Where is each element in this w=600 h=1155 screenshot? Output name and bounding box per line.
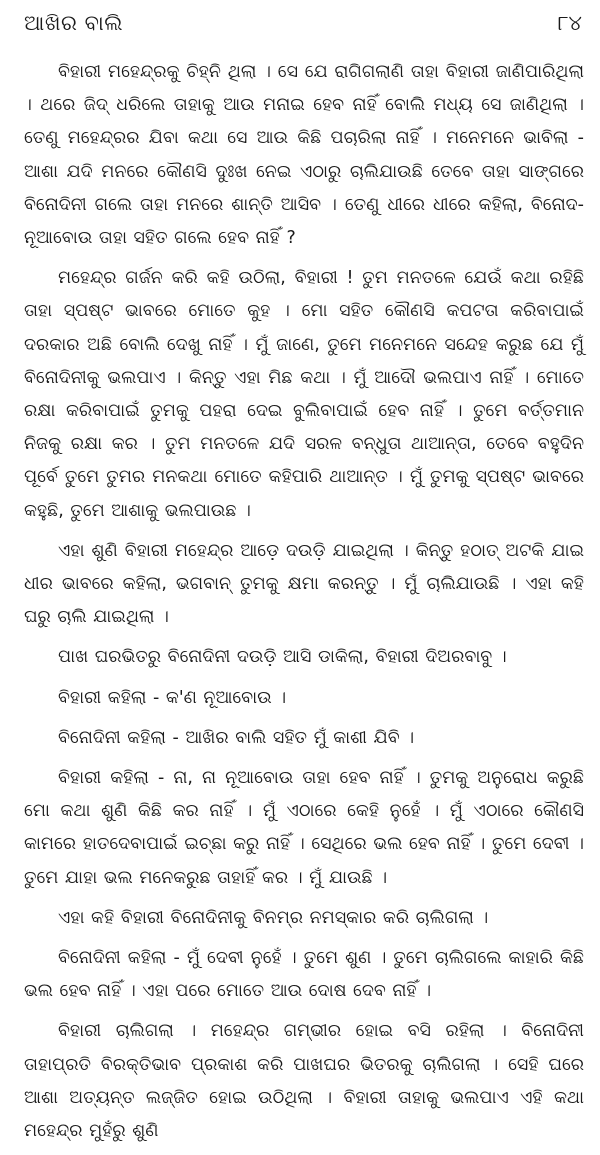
- paragraph: ପାଖ ଘରଭିତରୁ ବିନୋଦିନୀ ଦଉଡ଼ି ଆସି ଡାକିଲା, ବିହାରୀ ଦିଅରବାବୁ ।: [58, 647, 507, 668]
- paragraph: ବିହାରୀ କହିଲା - କ'ଣ ନୂଆବୋଉ ।: [58, 687, 287, 708]
- paragraph: ବିନୋଦିନୀ କହିଲା - ଆଖିର ବାଲି ସହିତ ମୁଁ କାଶୀ ଯିବି ।: [58, 727, 415, 748]
- running-header: [24, 8, 582, 38]
- body-text: [24, 56, 584, 1155]
- paragraph: ଏହା ଶୁଣି ବିହାରୀ ମହେନ୍ଦ୍ର ଆଡ଼େ ଦଉଡ଼ି ଯାଇଥିଲା । କିନ୍ତୁ ହଠାତ୍ ଅଟକି ଯାଇ ଧୀର ଭାବରେ କହିଲା, ଭଗବାନ୍ ତୁମକୁ କ୍ଷମା କରନ୍ତୁ । ମୁଁ ଚାଲିଯାଉଛି । ଏହା କହି ଘରୁ ଚାଲି ଯାଇଥିଲା ।: [24, 540, 584, 628]
- paragraph: ଏହା କହି ବିହାରୀ ବିନୋଦିନୀକୁ ବିନମ୍ର ନମସ୍କାର କରି ଚାଲିଗଲା ।: [58, 907, 489, 928]
- page-number: ୮୪: [557, 11, 582, 35]
- paragraph: ବିନୋଦିନୀ କହିଲା - ମୁଁ ଦେବୀ ନୁହେଁ । ତୁମେ ଶୁଣ । ତୁମେ ଚାଲିଗଲେ କାହାରି କିଛି ଭଲ ହେବ ନାହିଁ । ଏହା ପରେ ମୋତେ ଆଉ ଦୋଷ ଦେବ ନାହିଁ ।: [24, 948, 584, 1002]
- paragraph: ବିହାରୀ ଚାଲିଗଲା । ମହେନ୍ଦ୍ର ଗମ୍ଭୀର ହୋଇ ବସି ରହିଲା । ବିନୋଦିନୀ ତାହାପ୍ରତି ବିରକ୍ତିଭାବ ପ୍ରକାଶ କରି ପାଖଘର ଭିତରକୁ ଚାଲିଗଲା । ସେହି ଘରେ ଆଶା ଅତ୍ୟନ୍ତ ଲଜ୍ଜିତ ହୋଇ ଉଠିଥିଲା । ବିହାରୀ ତାହାକୁ ଭଲପାଏ ଏହି କଥା ମହେନ୍ଦ୍ର ମୁହଁରୁ ଶୁଣି: [24, 1021, 584, 1142]
- paragraph: ମହେନ୍ଦ୍ର ଗର୍ଜନ କରି କହି ଉଠିଲା, ବିହାରୀ ! ତୁମ ମନତଳେ ଯେଉଁ କଥା ରହିଛି ତାହା ସ୍ପଷ୍ଟ ଭାବରେ ମୋତେ କୁହ । ମୋ ସହିତ କୌଣସି କପଟତା କରିବାପାଇଁ ଦରକାର ଅଛି ବୋଲି ଦେଖୁ ନାହିଁ । ମୁଁ ଜାଣେ, ତୁମେ ମନେମନେ ସନ୍ଦେହ କରୁଛ ଯେ ମୁଁ ବିନୋଦିନୀକୁ ଭଲପାଏ । କିନ୍ତୁ ଏହା ମିଛ କଥା । ମୁଁ ଆଦୌ ଭଲପାଏ ନାହିଁ । ମୋତେ ରକ୍ଷା କରିବାପାଇଁ ତୁମକୁ ପହରା ଦେଇ ବୁଲିବାପାଇଁ ହେବ ନାହିଁ । ତୁମେ ବର୍ତ୍ତମାନ ନିଜକୁ ରକ୍ଷା କର । ତୁମ ମନତଳେ ଯଦି ସରଳ ବନ୍ଧୁତା ଥାଆନ୍ତା, ତେବେ ବହୁଦିନ ପୂର୍ବେ ତୁମେ ତୁମର ମନକଥା ମୋତେ କହିପାରି ଥାଆନ୍ତ । ମୁଁ ତୁମକୁ ସ୍ପଷ୍ଟ ଭାବରେ କହୁଛି, ତୁମେ ଆଶାକୁ ଭଲପାଉଛ ।: [24, 268, 584, 521]
- book-title: ଆଖିର ବାଲି: [24, 11, 124, 35]
- paragraph: ବିହାରୀ କହିଲା - ନା, ନା ନୂଆବୋଉ ତାହା ହେବ ନାହିଁ । ତୁମକୁ ଅନୁରୋଧ କରୁଛି ମୋ କଥା ଶୁଣି କିଛି କର ନାହିଁ । ମୁଁ ଏଠାରେ କେହି ନୁହେଁ । ମୁଁ ଏଠାରେ କୌଣସି କାମରେ ହାତଦେବାପାଇଁ ଇଚ୍ଛା କରୁ ନାହିଁ । ସେଥିରେ ଭଲ ହେବ ନାହିଁ । ତୁମେ ଦେବୀ । ତୁମେ ଯାହା ଭଲ ମନେକରୁଛ ତାହାହିଁ କର । ମୁଁ ଯାଉଛି ।: [24, 768, 584, 888]
- paragraph: ବିହାରୀ ମହେନ୍ଦ୍ରକୁ ଚିହ୍ନି ଥିଲା । ସେ ଯେ ରାଗିଗଲାଣି ତାହା ବିହାରୀ ଜାଣିପାରିଥିଲା । ଥରେ ଜିଦ୍ ଧରିଲେ ତାହାକୁ ଆଉ ମନାଇ ହେବ ନାହିଁ ବୋଲି ମଧ୍ୟ ସେ ଜାଣିଥିଲା । ତେଣୁ ମହେନ୍ଦ୍ରର ଯିବା କଥା ସେ ଆଉ କିଛି ପଚାରିଲା ନାହିଁ । ମନେମନେ ଭାବିଲା - ଆଶା ଯଦି ମନରେ କୌଣସି ଦୁଃଖ ନେଇ ଏଠାରୁ ଚାଲିଯାଉଛି ତେବେ ତାହା ସାଙ୍ଗରେ ବିନୋଦିନୀ ଗଲେ ତାହା ମନରେ ଶାନ୍ତି ଆସିବ । ତେଣୁ ଧୀରେ ଧୀରେ କହିଲା, ବିନୋଦ-ନୂଆବୋଉ ତାହା ସହିତ ଗଲେ ହେବ ନାହିଁ ?: [24, 62, 584, 249]
